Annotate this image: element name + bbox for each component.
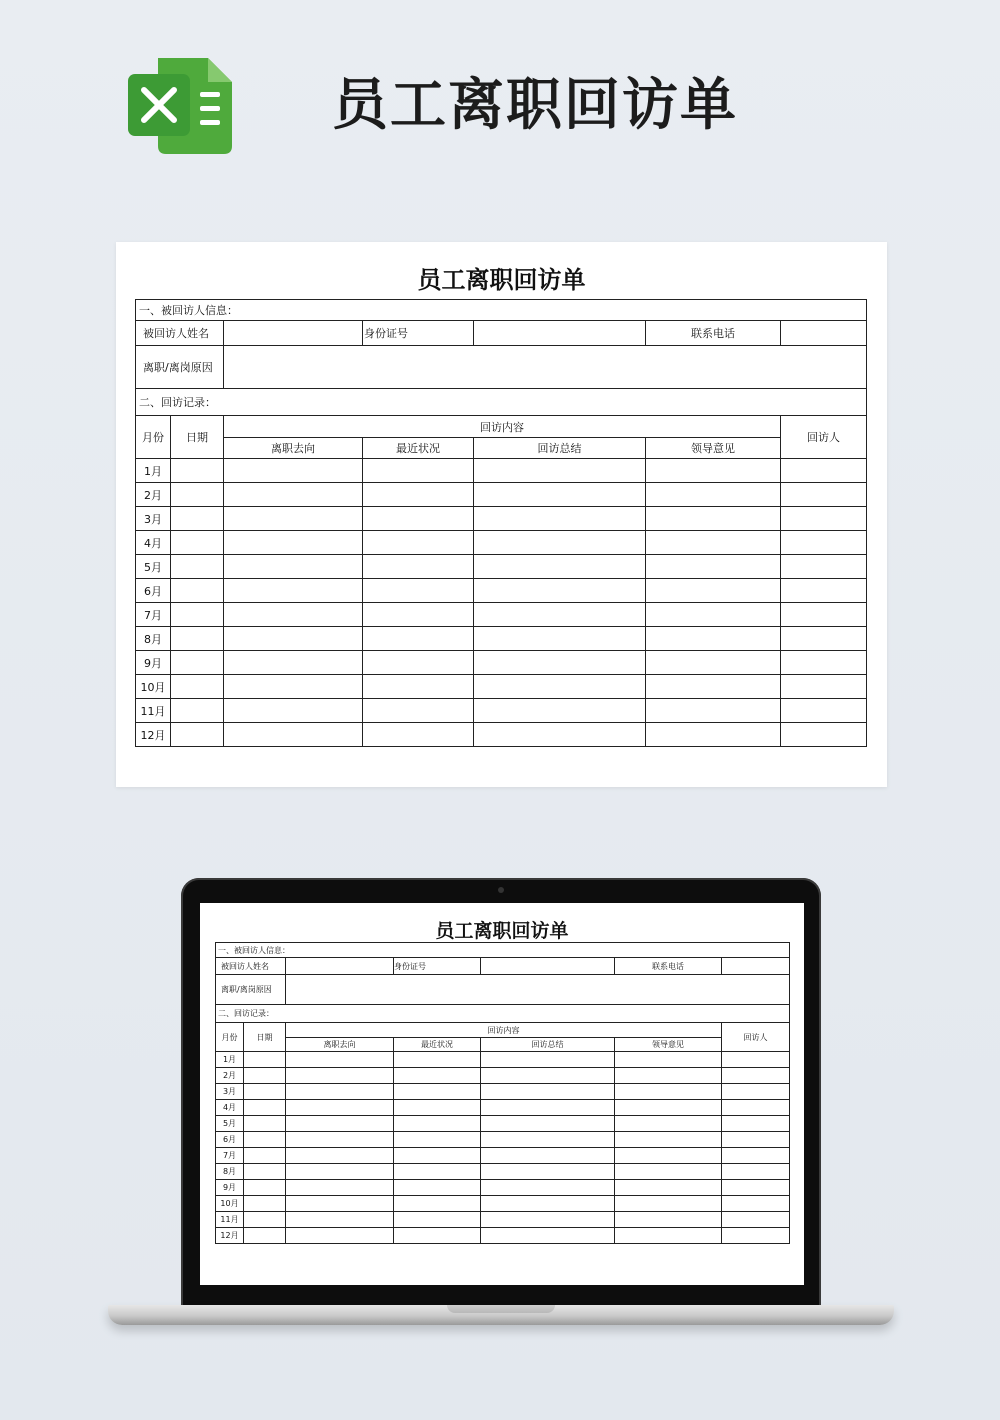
record-cell[interactable] <box>171 531 224 555</box>
screen-record-cell <box>481 1148 615 1164</box>
screen-record-cell <box>394 1132 481 1148</box>
record-cell[interactable] <box>646 507 781 531</box>
record-cell[interactable] <box>363 699 474 723</box>
screen-month-cell: 9月 <box>216 1180 244 1196</box>
screen-record-cell <box>615 1148 722 1164</box>
record-cell[interactable] <box>363 555 474 579</box>
col-month: 月份 <box>136 416 171 459</box>
record-cell[interactable] <box>781 459 867 483</box>
screen-record-cell <box>481 1164 615 1180</box>
screen-record-cell <box>394 1068 481 1084</box>
screen-record-cell <box>722 1180 790 1196</box>
screen-record-cell <box>615 1132 722 1148</box>
screen-record-cell <box>394 1196 481 1212</box>
screen-col-visitor: 回访人 <box>722 1023 790 1052</box>
record-cell[interactable] <box>224 531 363 555</box>
screen-record-cell <box>286 1228 394 1244</box>
screen-id-label: 身份证号 <box>394 958 481 975</box>
record-cell[interactable] <box>363 531 474 555</box>
screen-record-cell <box>244 1084 286 1100</box>
record-cell[interactable] <box>474 555 646 579</box>
record-cell[interactable] <box>474 579 646 603</box>
screen-table-row <box>216 1052 790 1068</box>
screen-record-cell <box>481 1132 615 1148</box>
screen-name-label: 被回访人姓名 <box>216 958 286 975</box>
screen-id-field <box>481 958 615 975</box>
record-cell[interactable] <box>224 579 363 603</box>
col-summary: 回访总结 <box>474 438 646 459</box>
table-row <box>136 531 867 555</box>
month-cell: 5月 <box>136 555 171 579</box>
col-status: 最近状况 <box>363 438 474 459</box>
col-content: 回访内容 <box>224 416 781 438</box>
id-field[interactable] <box>474 321 646 346</box>
month-cell: 12月 <box>136 723 171 747</box>
screen-month-cell: 3月 <box>216 1084 244 1100</box>
month-cell: 4月 <box>136 531 171 555</box>
record-cell[interactable] <box>781 507 867 531</box>
screen-record-cell <box>244 1116 286 1132</box>
screen-record-cell <box>244 1180 286 1196</box>
screen-record-cell <box>244 1196 286 1212</box>
screen-record-cell <box>394 1084 481 1100</box>
screen-record-cell <box>722 1228 790 1244</box>
screen-name-field <box>286 958 394 975</box>
screen-section-visit-record: 二、回访记录： <box>216 1005 790 1023</box>
table-row <box>136 675 867 699</box>
record-cell[interactable] <box>646 483 781 507</box>
record-cell[interactable] <box>474 459 646 483</box>
record-cell[interactable] <box>224 555 363 579</box>
record-cell[interactable] <box>474 723 646 747</box>
screen-record-cell <box>722 1068 790 1084</box>
phone-label: 联系电话 <box>646 321 781 346</box>
table-row <box>136 459 867 483</box>
screen-col-date: 日期 <box>244 1023 286 1052</box>
record-cell[interactable] <box>781 699 867 723</box>
screen-record-cell <box>722 1148 790 1164</box>
month-cell: 3月 <box>136 507 171 531</box>
excel-icon <box>128 58 232 154</box>
screen-col-opinion: 领导意见 <box>615 1038 722 1052</box>
screen-col-summary: 回访总结 <box>481 1038 615 1052</box>
record-cell[interactable] <box>781 483 867 507</box>
screen-month-cell: 4月 <box>216 1100 244 1116</box>
screen-record-cell <box>481 1100 615 1116</box>
screen-record-cell <box>481 1212 615 1228</box>
record-cell[interactable] <box>646 459 781 483</box>
section-visitee-info: 一、被回访人信息： <box>136 300 867 321</box>
record-cell[interactable] <box>646 627 781 651</box>
record-cell[interactable] <box>781 555 867 579</box>
record-cell[interactable] <box>646 651 781 675</box>
screen-table-row <box>216 1132 790 1148</box>
screen-record-cell <box>244 1148 286 1164</box>
record-cell[interactable] <box>224 651 363 675</box>
record-cell[interactable] <box>781 603 867 627</box>
screen-record-cell <box>286 1180 394 1196</box>
laptop-mockup <box>181 878 821 1308</box>
record-cell[interactable] <box>171 555 224 579</box>
screen-record-cell <box>481 1228 615 1244</box>
screen-record-cell <box>615 1180 722 1196</box>
screen-table-row <box>216 1196 790 1212</box>
record-cell[interactable] <box>474 675 646 699</box>
screen-table-row <box>216 1068 790 1084</box>
record-cell[interactable] <box>474 531 646 555</box>
screen-record-cell <box>394 1212 481 1228</box>
col-opinion: 领导意见 <box>646 438 781 459</box>
month-cell: 9月 <box>136 651 171 675</box>
screen-record-cell <box>286 1148 394 1164</box>
record-cell[interactable] <box>474 507 646 531</box>
screen-record-cell <box>244 1068 286 1084</box>
table-row <box>136 579 867 603</box>
screen-month-cell: 11月 <box>216 1212 244 1228</box>
record-cell[interactable] <box>781 723 867 747</box>
screen-section-visitee-info: 一、被回访人信息： <box>216 943 790 958</box>
screen-record-cell <box>244 1100 286 1116</box>
screen-form-table <box>215 942 790 1244</box>
table-row <box>136 603 867 627</box>
screen-record-cell <box>286 1132 394 1148</box>
screen-record-cell <box>481 1180 615 1196</box>
screen-record-cell <box>481 1196 615 1212</box>
record-cell[interactable] <box>474 627 646 651</box>
record-cell[interactable] <box>224 603 363 627</box>
record-cell[interactable] <box>646 675 781 699</box>
screen-record-cell <box>394 1164 481 1180</box>
name-label: 被回访人姓名 <box>136 321 224 346</box>
record-cell[interactable] <box>781 651 867 675</box>
table-row <box>136 507 867 531</box>
record-cell[interactable] <box>171 627 224 651</box>
record-cell[interactable] <box>646 699 781 723</box>
record-cell[interactable] <box>171 699 224 723</box>
reason-field[interactable] <box>224 346 867 389</box>
screen-phone-field <box>722 958 790 975</box>
screen-col-status: 最近状况 <box>394 1038 481 1052</box>
screen-table-row <box>216 1180 790 1196</box>
screen-reason-label: 离职/离岗原因 <box>216 975 286 1005</box>
screen-record-cell <box>615 1100 722 1116</box>
id-label: 身份证号 <box>363 321 474 346</box>
screen-record-cell <box>244 1228 286 1244</box>
page-title: 员工离职回访单 <box>332 73 738 138</box>
month-cell: 2月 <box>136 483 171 507</box>
record-cell[interactable] <box>646 603 781 627</box>
screen-record-cell <box>615 1116 722 1132</box>
month-cell: 8月 <box>136 627 171 651</box>
screen-record-cell <box>394 1052 481 1068</box>
screen-record-cell <box>244 1052 286 1068</box>
form-table <box>135 299 867 747</box>
month-cell: 11月 <box>136 699 171 723</box>
record-cell[interactable] <box>171 675 224 699</box>
screen-record-cell <box>244 1212 286 1228</box>
table-row <box>136 555 867 579</box>
screen-table-row <box>216 1148 790 1164</box>
laptop-notch <box>447 1305 555 1313</box>
record-cell[interactable] <box>781 531 867 555</box>
screen-record-cell <box>615 1084 722 1100</box>
screen-record-cell <box>286 1100 394 1116</box>
record-cell[interactable] <box>646 579 781 603</box>
record-cell[interactable] <box>474 483 646 507</box>
screen-col-direction: 离职去向 <box>286 1038 394 1052</box>
screen-month-cell: 10月 <box>216 1196 244 1212</box>
screen-phone-label: 联系电话 <box>615 958 722 975</box>
screen-record-cell <box>286 1212 394 1228</box>
col-direction: 离职去向 <box>224 438 363 459</box>
record-cell[interactable] <box>224 675 363 699</box>
month-cell: 6月 <box>136 579 171 603</box>
screen-month-cell: 1月 <box>216 1052 244 1068</box>
screen-record-cell <box>481 1116 615 1132</box>
screen-record-cell <box>286 1164 394 1180</box>
record-cell[interactable] <box>363 603 474 627</box>
screen-record-cell <box>615 1196 722 1212</box>
record-cell[interactable] <box>363 507 474 531</box>
screen-month-cell: 7月 <box>216 1148 244 1164</box>
screen-record-cell <box>481 1084 615 1100</box>
screen-record-cell <box>722 1084 790 1100</box>
table-row <box>136 723 867 747</box>
screen-record-cell <box>615 1212 722 1228</box>
screen-table-row <box>216 1116 790 1132</box>
laptop-screen <box>200 903 804 1285</box>
record-cell[interactable] <box>363 579 474 603</box>
record-cell[interactable] <box>363 723 474 747</box>
screen-record-cell <box>286 1196 394 1212</box>
col-date: 日期 <box>171 416 224 459</box>
screen-record-cell <box>394 1100 481 1116</box>
sheet-preview <box>116 242 887 787</box>
screen-record-cell <box>722 1052 790 1068</box>
screen-table-row <box>216 1164 790 1180</box>
sheet-title: 员工离职回访单 <box>417 266 586 294</box>
screen-record-cell <box>615 1164 722 1180</box>
record-cell[interactable] <box>474 699 646 723</box>
screen-record-cell <box>244 1164 286 1180</box>
screen-record-cell <box>481 1052 615 1068</box>
table-row <box>136 699 867 723</box>
phone-field[interactable] <box>781 321 867 346</box>
screen-record-cell <box>394 1148 481 1164</box>
screen-record-cell <box>615 1052 722 1068</box>
record-cell[interactable] <box>474 651 646 675</box>
screen-record-cell <box>286 1068 394 1084</box>
screen-record-cell <box>722 1212 790 1228</box>
screen-col-content: 回访内容 <box>286 1023 722 1038</box>
screen-col-month: 月份 <box>216 1023 244 1052</box>
month-cell: 10月 <box>136 675 171 699</box>
record-cell[interactable] <box>646 555 781 579</box>
table-row <box>136 627 867 651</box>
record-cell[interactable] <box>363 483 474 507</box>
record-cell[interactable] <box>224 699 363 723</box>
record-cell[interactable] <box>224 723 363 747</box>
record-cell[interactable] <box>781 627 867 651</box>
screen-record-cell <box>722 1164 790 1180</box>
screen-record-cell <box>481 1068 615 1084</box>
month-cell: 1月 <box>136 459 171 483</box>
record-cell[interactable] <box>171 483 224 507</box>
record-cell[interactable] <box>781 579 867 603</box>
month-cell: 7月 <box>136 603 171 627</box>
record-cell[interactable] <box>646 723 781 747</box>
record-cell[interactable] <box>224 507 363 531</box>
table-row <box>136 651 867 675</box>
screen-record-cell <box>244 1132 286 1148</box>
screen-reason-field <box>286 975 790 1005</box>
screen-table-row <box>216 1228 790 1244</box>
record-cell[interactable] <box>363 627 474 651</box>
record-cell[interactable] <box>224 627 363 651</box>
screen-table-row <box>216 1100 790 1116</box>
screen-record-cell <box>286 1116 394 1132</box>
name-field[interactable] <box>224 321 363 346</box>
record-cell[interactable] <box>781 675 867 699</box>
screen-month-cell: 8月 <box>216 1164 244 1180</box>
laptop-base <box>108 1305 894 1325</box>
record-cell[interactable] <box>171 603 224 627</box>
screen-month-cell: 2月 <box>216 1068 244 1084</box>
table-row <box>136 483 867 507</box>
camera-icon <box>498 887 504 893</box>
screen-month-cell: 5月 <box>216 1116 244 1132</box>
record-cell[interactable] <box>363 675 474 699</box>
screen-record-cell <box>722 1116 790 1132</box>
col-visitor: 回访人 <box>781 416 867 459</box>
screen-sheet-title: 员工离职回访单 <box>435 920 569 942</box>
screen-record-cell <box>394 1180 481 1196</box>
record-cell[interactable] <box>363 651 474 675</box>
screen-record-cell <box>722 1196 790 1212</box>
record-cell[interactable] <box>646 531 781 555</box>
record-cell[interactable] <box>224 483 363 507</box>
record-cell[interactable] <box>363 459 474 483</box>
screen-record-cell <box>722 1100 790 1116</box>
record-cell[interactable] <box>171 723 224 747</box>
record-cell[interactable] <box>171 651 224 675</box>
record-cell[interactable] <box>224 459 363 483</box>
screen-table-row <box>216 1212 790 1228</box>
record-cell[interactable] <box>474 603 646 627</box>
section-visit-record: 二、回访记录： <box>136 389 867 416</box>
screen-record-cell <box>722 1132 790 1148</box>
record-cell[interactable] <box>171 459 224 483</box>
reason-label: 离职/离岗原因 <box>136 346 224 389</box>
screen-record-cell <box>394 1116 481 1132</box>
screen-record-cell <box>394 1228 481 1244</box>
screen-month-cell: 6月 <box>216 1132 244 1148</box>
screen-table-row <box>216 1084 790 1100</box>
record-cell[interactable] <box>171 579 224 603</box>
screen-record-cell <box>286 1052 394 1068</box>
screen-month-cell: 12月 <box>216 1228 244 1244</box>
screen-record-cell <box>615 1228 722 1244</box>
screen-record-cell <box>286 1084 394 1100</box>
record-cell[interactable] <box>171 507 224 531</box>
screen-record-cell <box>615 1068 722 1084</box>
